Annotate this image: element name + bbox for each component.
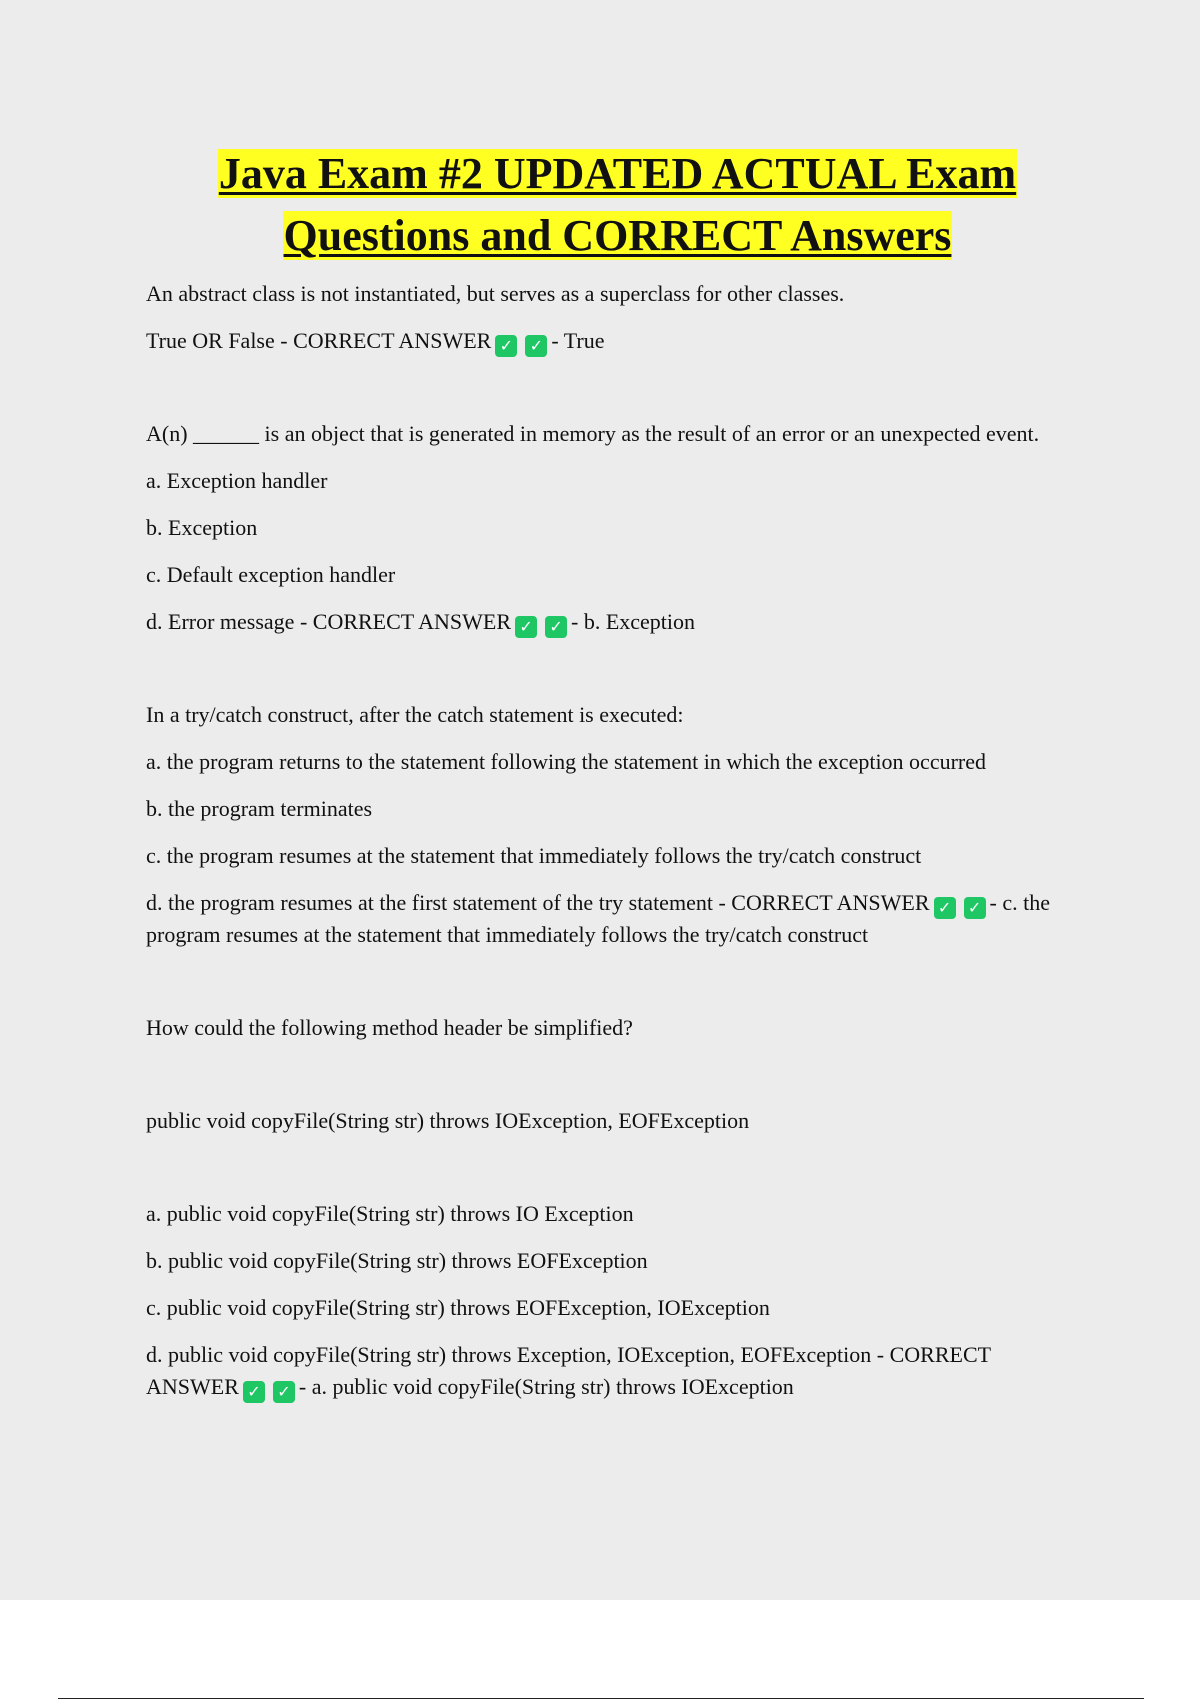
correct-answer: - c. the program resumes at the statement that immediately follows the try/catch construct xyxy=(146,890,1050,947)
document-title xyxy=(0,143,1200,267)
option-b: b. the program terminates xyxy=(146,796,373,821)
option-a: a. the program returns to the statement following the statement in which the exception occurred xyxy=(146,749,987,774)
option-d: d. public void copyFile(String str) throws Exception, IOException, EOFException - CORRECT ANSWER xyxy=(146,1342,991,1399)
answer-lead: True OR False - CORRECT ANSWER xyxy=(146,328,492,353)
question-prompt: An abstract class is not instantiated, but serves as a superclass for other classes. xyxy=(146,281,845,306)
option-c: c. Default exception handler xyxy=(146,562,396,587)
question-2 xyxy=(146,418,1086,638)
check-icon: ✓ xyxy=(525,335,547,357)
question-1 xyxy=(146,278,1086,357)
question-prompt: In a try/catch construct, after the catch statement is executed: xyxy=(146,702,684,727)
answer-line xyxy=(146,887,1086,951)
check-icon: ✓ xyxy=(515,616,537,638)
option-a: a. Exception handler xyxy=(146,468,328,493)
document-body xyxy=(146,278,1086,1418)
question-prompt: A(n) ______ is an object that is generated in memory as the result of an error or an unexpected event. xyxy=(146,421,1040,446)
option-b: b. Exception xyxy=(146,515,258,540)
check-icon: ✓ xyxy=(964,897,986,919)
option-d: d. the program resumes at the first statement of the try statement - CORRECT ANSWER xyxy=(146,890,930,915)
option-c: c. the program resumes at the statement that immediately follows the try/catch construct xyxy=(146,843,922,868)
footer-rule xyxy=(58,1698,1144,1699)
answer-line xyxy=(146,1339,1086,1403)
option-b: b. public void copyFile(String str) throws EOFException xyxy=(146,1248,648,1273)
method-header-code: public void copyFile(String str) throws IOException, EOFException xyxy=(146,1108,750,1133)
option-c: c. public void copyFile(String str) throws EOFException, IOException xyxy=(146,1295,770,1320)
question-4 xyxy=(146,1012,1086,1403)
check-icon: ✓ xyxy=(495,335,517,357)
check-icon: ✓ xyxy=(273,1381,295,1403)
answer-line xyxy=(146,325,1086,357)
check-icon: ✓ xyxy=(934,897,956,919)
correct-answer: - a. public void copyFile(String str) throws IOException xyxy=(298,1374,794,1399)
check-icon: ✓ xyxy=(243,1381,265,1403)
option-a: a. public void copyFile(String str) throws IO Exception xyxy=(146,1201,634,1226)
check-icon: ✓ xyxy=(545,616,567,638)
title-line-1: Java Exam #2 UPDATED ACTUAL Exam xyxy=(218,149,1017,198)
option-d: d. Error message - CORRECT ANSWER xyxy=(146,609,512,634)
question-prompt: How could the following method header be simplified? xyxy=(146,1015,633,1040)
correct-answer: - b. Exception xyxy=(571,609,696,634)
correct-answer: - True xyxy=(551,328,605,353)
question-3 xyxy=(146,699,1086,951)
title-line-2: Questions and CORRECT Answers xyxy=(283,211,952,260)
answer-line xyxy=(146,606,1086,638)
